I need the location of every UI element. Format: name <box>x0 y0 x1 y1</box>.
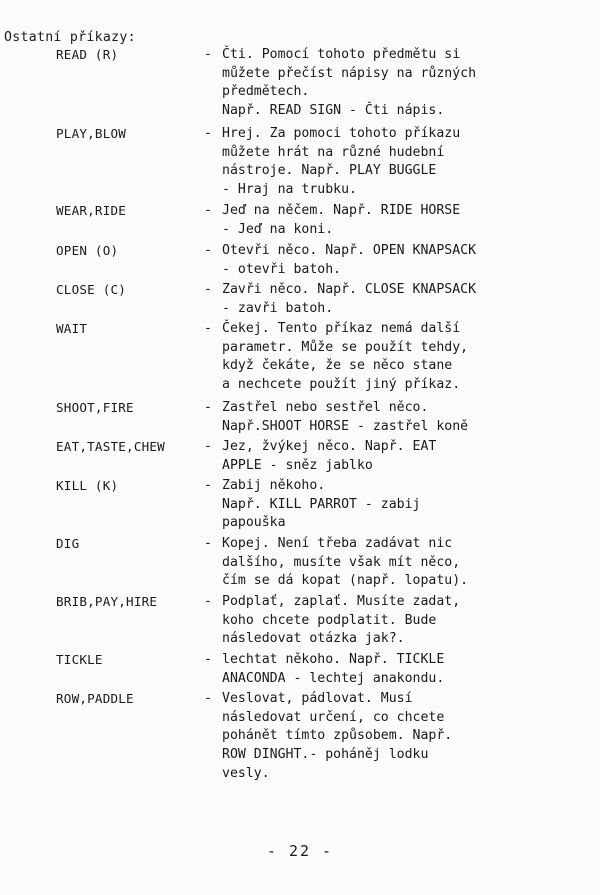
description-line <box>204 376 544 395</box>
command-name: WAIT <box>56 321 88 336</box>
command-description <box>204 535 544 591</box>
command-name: KILL (K) <box>56 478 119 493</box>
description-text: Např. READ SIGN - Čti nápis. <box>222 103 445 119</box>
dash-marker: - <box>204 321 212 336</box>
description-text: Čekej. Tento příkaz nemá další <box>222 321 461 336</box>
description-line <box>204 102 544 121</box>
description-text: Zabij někoho. <box>222 478 326 493</box>
command-name: TICKLE <box>56 652 103 667</box>
command-name: ROW,PADDLE <box>56 691 134 706</box>
description-text: APPLE - sněz jablko <box>222 457 373 473</box>
description-line <box>204 357 544 376</box>
description-text: Jez, žvýkej něco. Např. EAT <box>222 439 437 454</box>
description-text: lechtat někoho. Např. TICKLE <box>222 652 445 667</box>
description-text: pohánět tímto způsobem. Např. <box>222 728 453 744</box>
description-line <box>204 162 544 181</box>
description-line <box>204 261 544 280</box>
description-text: dalšího, musíte však mít něco, <box>222 554 461 570</box>
description-line <box>204 242 544 261</box>
dash-marker: - <box>204 439 212 454</box>
description-line <box>204 765 544 784</box>
description-text: koho chcete podplatit. Bude <box>222 612 437 628</box>
description-line <box>204 83 544 102</box>
description-text: Veslovat, pádlovat. Musí <box>222 691 413 706</box>
description-line <box>204 612 544 631</box>
dash-marker: - <box>204 282 212 297</box>
description-text: Např. KILL PARROT - zabij <box>222 496 421 512</box>
dash-marker: - <box>204 536 212 551</box>
description-text: - zavři batoh. <box>222 300 334 316</box>
command-description <box>204 320 544 395</box>
description-text: Zastřel nebo sestřel něco. <box>222 400 429 415</box>
description-text: parametr. Může se použít tehdy, <box>222 339 469 355</box>
description-text: Otevři něco. Např. OPEN KNAPSACK <box>222 243 477 258</box>
description-line <box>204 339 544 358</box>
description-text: Kopej. Není třeba zadávat nic <box>222 536 453 551</box>
description-line <box>204 535 544 554</box>
command-name: EAT,TASTE,CHEW <box>56 439 165 454</box>
description-line <box>204 630 544 649</box>
description-line <box>204 727 544 746</box>
description-text: předmětech. <box>222 84 310 100</box>
description-text: a nechcete použít jiný příkaz. <box>222 377 461 393</box>
description-text: Čti. Pomocí tohoto předmětu si <box>222 47 461 62</box>
command-name: PLAY,BLOW <box>56 126 127 141</box>
description-line <box>204 221 544 240</box>
dash-marker: - <box>204 691 212 706</box>
dash-marker: - <box>204 652 212 667</box>
description-line <box>204 477 544 496</box>
description-line <box>204 144 544 163</box>
description-line <box>204 651 544 670</box>
dash-marker: - <box>204 594 212 609</box>
command-description <box>204 125 544 200</box>
description-text: můžete přečíst nápisy na různých <box>222 65 477 81</box>
command-description <box>204 438 544 475</box>
command-description <box>204 281 544 318</box>
description-text: - otevři batoh. <box>222 261 342 277</box>
dash-marker: - <box>204 478 212 493</box>
command-description <box>204 593 544 649</box>
section-heading: Ostatní příkazy: <box>4 30 136 45</box>
description-text: čím se dá kopat (např. lopatu). <box>222 573 469 589</box>
description-text: Zavři něco. Např. CLOSE KNAPSACK <box>222 282 477 297</box>
description-line <box>204 46 544 65</box>
description-line <box>204 181 544 200</box>
description-text: Podplať, zaplať. Musíte zadat, <box>222 594 461 609</box>
description-text: - Jeď na koni. <box>222 221 334 237</box>
description-line <box>204 457 544 476</box>
command-description <box>204 242 544 279</box>
description-line <box>204 690 544 709</box>
command-description <box>204 46 544 121</box>
description-text: když čekáte, že se něco stane <box>222 358 453 374</box>
description-text: nástroje. Např. PLAY BUGGLE <box>222 163 437 179</box>
description-line <box>204 202 544 221</box>
command-name: OPEN (O) <box>56 243 119 258</box>
dash-marker: - <box>204 243 212 258</box>
command-name: DIG <box>56 536 80 551</box>
description-line <box>204 746 544 765</box>
command-description <box>204 651 544 688</box>
page-number: - 22 - <box>266 842 334 860</box>
description-text: ROW DINGHT.- poháněj lodku <box>222 747 429 763</box>
description-line <box>204 125 544 144</box>
description-line <box>204 65 544 84</box>
description-text: Např.SHOOT HORSE - zastřel koně <box>222 418 469 434</box>
dash-marker: - <box>204 47 212 62</box>
description-line <box>204 709 544 728</box>
description-line <box>204 496 544 515</box>
description-line <box>204 514 544 533</box>
description-line <box>204 554 544 573</box>
description-text: následovat otázka jak?. <box>222 631 405 647</box>
description-line <box>204 300 544 319</box>
description-text: ANACONDA - lechtej anakondu. <box>222 670 445 686</box>
command-name: READ (R) <box>56 47 119 62</box>
command-description <box>204 690 544 783</box>
description-line <box>204 438 544 457</box>
description-line <box>204 399 544 418</box>
description-line <box>204 320 544 339</box>
command-name: SHOOT,FIRE <box>56 400 134 415</box>
command-description <box>204 399 544 436</box>
command-name: BRIB,PAY,HIRE <box>56 594 158 609</box>
description-text: následovat určení, co chcete <box>222 709 445 725</box>
description-text: vesly. <box>222 765 270 781</box>
description-text: - Hraj na trubku. <box>222 182 357 198</box>
command-name: CLOSE (C) <box>56 282 127 297</box>
description-text: Jeď na něčem. Např. RIDE HORSE <box>222 203 461 218</box>
description-text: Hrej. Za pomoci tohoto příkazu <box>222 126 461 141</box>
description-line <box>204 572 544 591</box>
dash-marker: - <box>204 203 212 218</box>
description-line <box>204 670 544 689</box>
dash-marker: - <box>204 126 212 141</box>
dash-marker: - <box>204 400 212 415</box>
command-description <box>204 202 544 239</box>
description-text: papouška <box>222 515 286 531</box>
description-line <box>204 281 544 300</box>
command-description <box>204 477 544 533</box>
description-line <box>204 418 544 437</box>
command-name: WEAR,RIDE <box>56 203 127 218</box>
description-text: můžete hrát na různé hudební <box>222 144 445 160</box>
description-line <box>204 593 544 612</box>
